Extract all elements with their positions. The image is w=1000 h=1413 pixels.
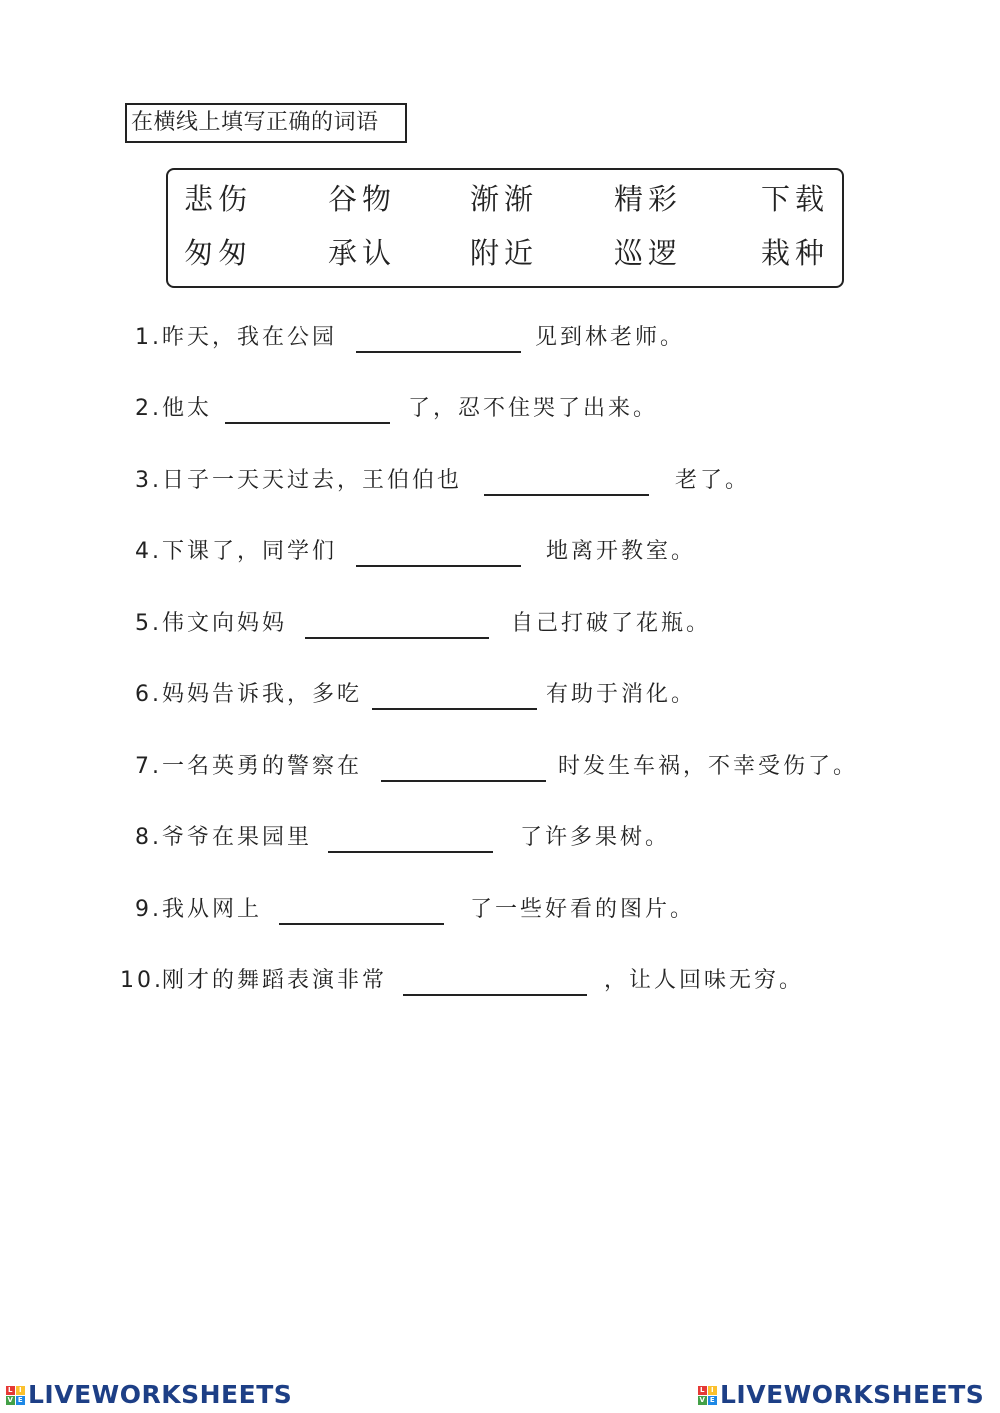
logo-letter: I: [708, 1386, 717, 1395]
answer-blank-5[interactable]: [305, 637, 489, 639]
word-bank-item: 谷物: [328, 182, 397, 216]
question-text-after: 了一些好看的图片。: [470, 897, 696, 922]
liveworksheets-logo-icon: [6, 1386, 25, 1405]
word-bank-item: 下载: [761, 182, 830, 216]
question-number: 7.: [135, 754, 162, 779]
question-4: [0, 532, 1000, 572]
answer-blank-4[interactable]: [356, 565, 521, 567]
word-bank-item: 承认: [328, 236, 397, 270]
question-text-before: 爷爷在果园里: [162, 825, 313, 850]
question-7: [0, 747, 1000, 787]
question-text-after: ，让人回味无穷。: [604, 968, 805, 993]
logo-letter: L: [698, 1386, 707, 1395]
question-text-before: 一名英勇的警察在: [162, 754, 363, 779]
liveworksheets-logo-icon: [698, 1386, 717, 1405]
footer-logo-right: [698, 1380, 984, 1410]
word-bank: [166, 168, 844, 288]
question-text-before: 日子一天天过去，王伯伯也: [162, 468, 463, 493]
question-text-after: 时发生车祸，不幸受伤了。: [558, 754, 859, 779]
question-2: [0, 389, 1000, 429]
logo-letter: E: [17, 1395, 24, 1404]
answer-blank-2[interactable]: [225, 422, 390, 424]
question-number: 8.: [135, 825, 162, 850]
question-8: [0, 818, 1000, 858]
word-bank-item: 悲伤: [184, 182, 253, 216]
word-bank-item: 栽种: [761, 236, 830, 270]
question-3: [0, 461, 1000, 501]
word-bank-item: 渐渐: [470, 182, 539, 216]
logo-letter: L: [6, 1386, 15, 1395]
question-text-before: 妈妈告诉我，多吃: [162, 682, 363, 707]
question-number: 1.: [135, 325, 162, 350]
answer-blank-10[interactable]: [403, 994, 587, 996]
question-number: 9.: [135, 897, 162, 922]
logo-letter: V: [699, 1395, 706, 1404]
question-text-after: 自己打破了花瓶。: [511, 611, 712, 636]
word-bank-item: 匆匆: [184, 236, 253, 270]
footer-brand: LIVEWORKSHEETS: [28, 1380, 293, 1409]
question-text-before: 我从网上: [162, 897, 263, 922]
answer-blank-6[interactable]: [372, 708, 537, 710]
logo-letter: V: [7, 1395, 14, 1404]
question-text-before: 下课了，同学们: [162, 539, 338, 564]
question-number: 10.: [120, 968, 164, 993]
question-text-after: 了，忍不住哭了出来。: [408, 396, 659, 421]
question-5: [0, 604, 1000, 644]
question-text-after: 见到林老师。: [535, 325, 686, 350]
answer-blank-1[interactable]: [356, 351, 521, 353]
question-text-after: 地离开教室。: [546, 539, 697, 564]
question-number: 2.: [135, 396, 162, 421]
question-6: [0, 675, 1000, 715]
question-10: [0, 961, 1000, 1001]
answer-blank-9[interactable]: [279, 923, 444, 925]
logo-letter: E: [709, 1395, 716, 1404]
question-text-before: 刚才的舞蹈表演非常: [162, 968, 388, 993]
question-number: 6.: [135, 682, 162, 707]
question-text-after: 老了。: [675, 468, 751, 493]
question-1: [0, 318, 1000, 358]
word-bank-item: 巡逻: [614, 236, 683, 270]
question-text-before: 他太: [162, 396, 213, 421]
question-text-after: 有助于消化。: [546, 682, 697, 707]
word-bank-item: 附近: [470, 236, 539, 270]
footer-logo-left: [6, 1380, 292, 1410]
question-number: 4.: [135, 539, 162, 564]
question-number: 3.: [135, 468, 162, 493]
answer-blank-7[interactable]: [381, 780, 546, 782]
footer-brand: LIVEWORKSHEETS: [720, 1380, 985, 1409]
question-text-before: 伟文向妈妈: [162, 611, 288, 636]
question-9: [0, 890, 1000, 930]
logo-letter: I: [16, 1386, 25, 1395]
answer-blank-8[interactable]: [328, 851, 493, 853]
question-number: 5.: [135, 611, 162, 636]
question-text-after: 了许多果树。: [520, 825, 671, 850]
question-text-before: 昨天，我在公园: [162, 325, 338, 350]
instruction-title: 在横线上填写正确的词语: [125, 103, 407, 143]
answer-blank-3[interactable]: [484, 494, 649, 496]
word-bank-item: 精彩: [614, 182, 683, 216]
